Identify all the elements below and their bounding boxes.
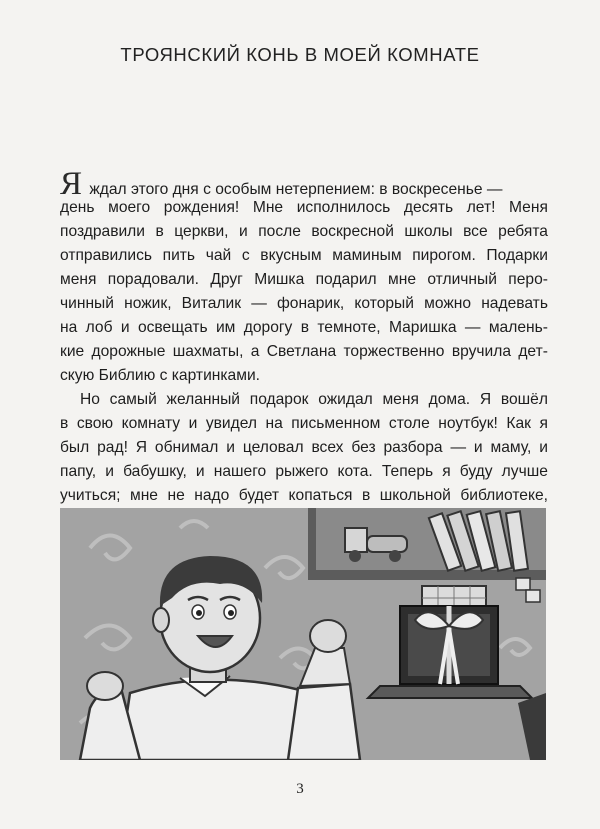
text-line: был рад! Я обнимал и целовал всех без разбора — и маму, и bbox=[60, 439, 548, 456]
text-line-content: ждал этого дня с особым нетерпением: в воскресенье — bbox=[85, 181, 503, 198]
text-line: меня порадовали. Друг Мишка подарил мне отличный перо- bbox=[60, 271, 548, 288]
story-text bbox=[60, 166, 548, 532]
text-line: на лоб и освещать им дорогу в темноте, Маришка — малень- bbox=[60, 319, 548, 336]
text-line: Но самый желанный подарок ожидал меня дома. Я вошёл bbox=[80, 391, 548, 408]
illustration-drawing bbox=[60, 508, 546, 760]
text-line: отправились пить чай с вкусным маминым пирогом. Подарки bbox=[60, 247, 548, 264]
text-line: папу, и бабушку, и нашего рыжего кота. Теперь я буду лучше bbox=[60, 463, 548, 480]
page-number: 3 bbox=[296, 781, 304, 797]
chapter-title: ТРОЯНСКИЙ КОНЬ В МОЕЙ КОМНАТЕ bbox=[120, 44, 480, 65]
drop-cap: Я bbox=[60, 166, 83, 202]
text-line: в свою комнату и увидел на письменном столе ноутбук! Как я bbox=[60, 415, 548, 432]
text-line: кие дорожные шахматы, а Светлана торжественно вручила дет- bbox=[60, 343, 548, 360]
illustration-boy-with-laptop bbox=[60, 508, 546, 760]
text-line: учиться; мне не надо будет копаться в школьной библиотеке, bbox=[60, 487, 548, 504]
text-line: поздравили в церкви, и после воскресной школы все ребята bbox=[60, 223, 548, 240]
text-line: скую Библию с картинками. bbox=[60, 367, 260, 384]
text-line: чинный ножик, Виталик — фонарик, который можно надевать bbox=[60, 295, 548, 312]
text-line: день моего рождения! Мне исполнилось десять лет! Меня bbox=[60, 199, 548, 216]
text-line bbox=[60, 166, 548, 202]
